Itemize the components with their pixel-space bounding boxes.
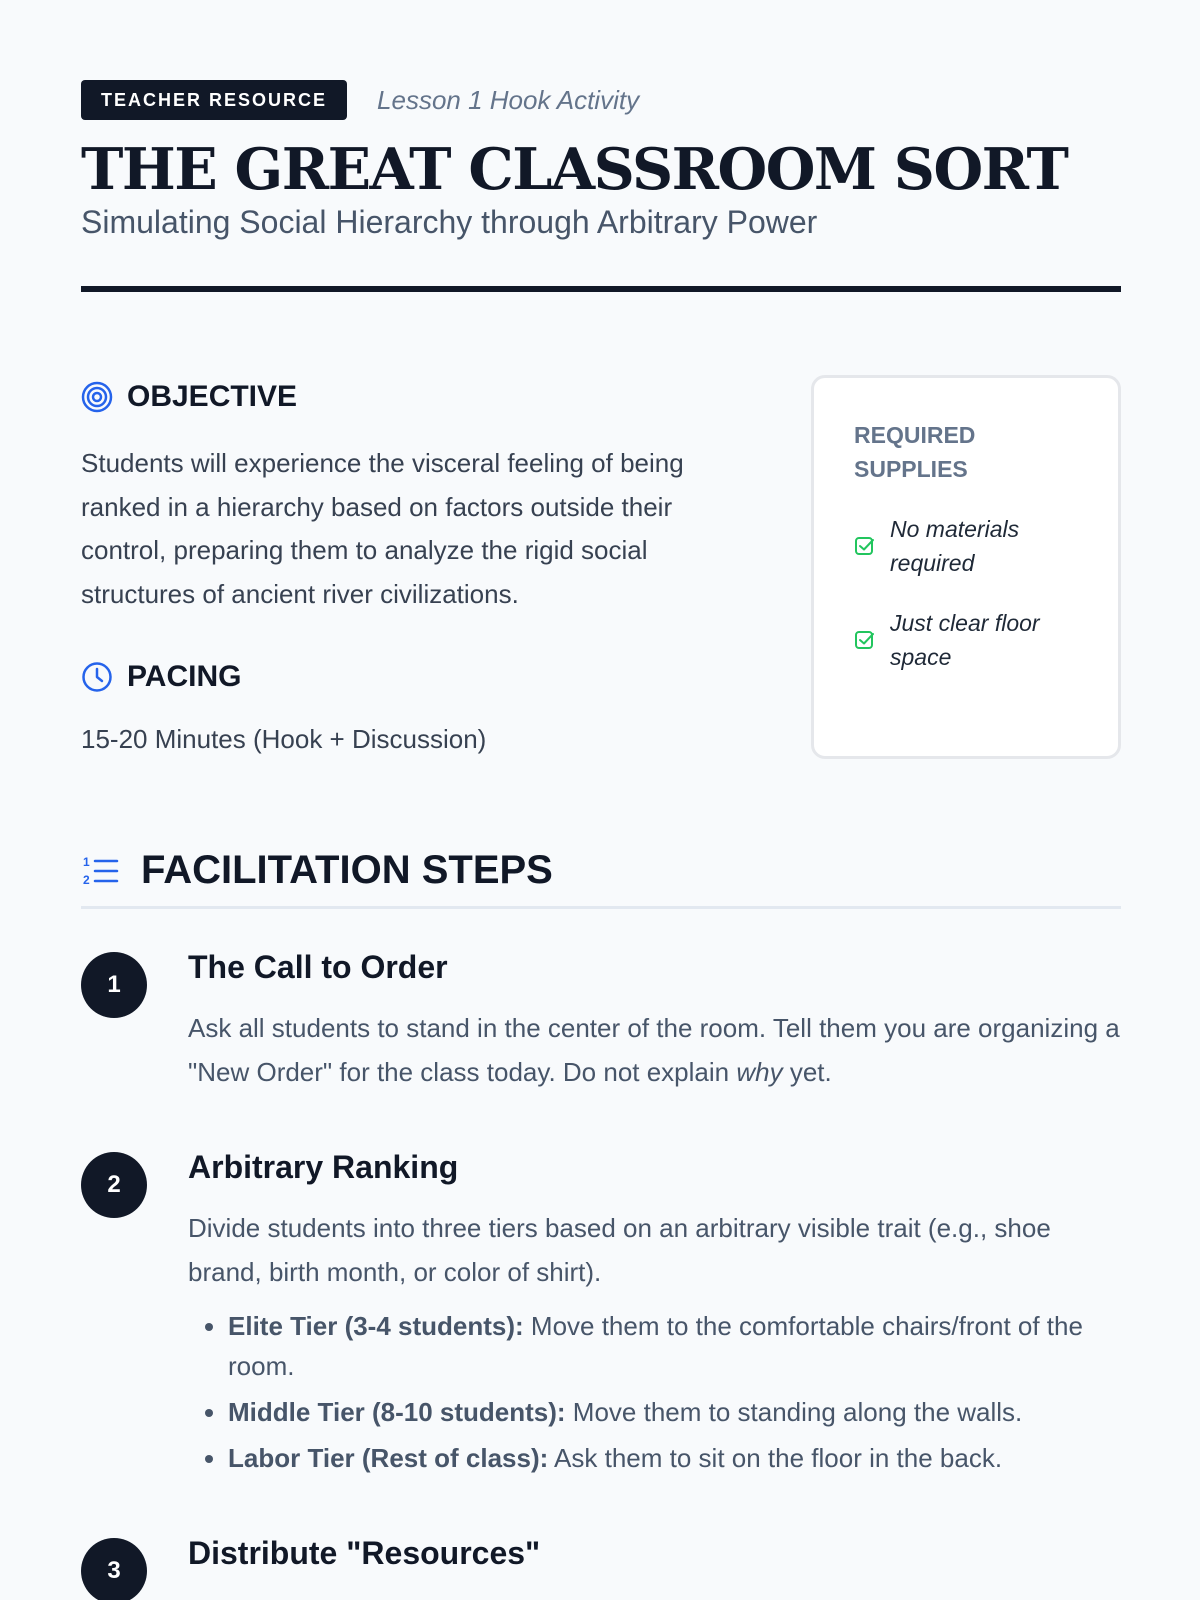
- checkbox-checked-icon: [854, 535, 876, 557]
- step-title: Arbitrary Ranking: [188, 1149, 459, 1185]
- step-title: The Call to Order: [188, 949, 448, 985]
- lesson-label: Lesson 1 Hook Activity: [377, 84, 640, 115]
- step-number-badge: 1: [81, 952, 147, 1018]
- pacing-heading-label: PACING: [127, 660, 242, 693]
- list-item: [228, 1306, 1121, 1386]
- page-title: THE GREAT CLASSROOM SORT: [81, 136, 1068, 203]
- supply-item: [854, 512, 1078, 580]
- objective-heading: [81, 380, 297, 414]
- supply-item-label: No materials required: [890, 516, 1020, 576]
- facilitation-heading: [81, 848, 553, 893]
- facilitation-heading-label: FACILITATION STEPS: [141, 848, 553, 892]
- list-item: [228, 1392, 1121, 1432]
- step-desc-emphasis: why: [736, 1057, 783, 1087]
- list-item: [228, 1438, 1121, 1478]
- step-content: [188, 1535, 1121, 1578]
- header-divider: [81, 286, 1121, 292]
- tier-label: Labor Tier (Rest of class):: [228, 1443, 549, 1473]
- objective-text: Students will experience the visceral feeling of being ranked in a hierarchy based on factors outside their control, preparing them to analyze the rigid social structures of ancient river civilizations.: [81, 448, 684, 609]
- checkbox-checked-icon: [854, 629, 876, 651]
- step-content: [188, 1149, 1121, 1484]
- tier-label: Elite Tier (3-4 students):: [228, 1311, 524, 1341]
- step-description: [188, 1006, 1121, 1094]
- tier-list: [188, 1306, 1121, 1478]
- target-icon: [81, 381, 113, 413]
- supply-item-label: Just clear floor space: [890, 610, 1040, 670]
- tier-text: Move them to the comfortable chairs/front of the room.: [228, 1311, 1083, 1381]
- step-content: [188, 949, 1121, 1094]
- step-desc-part: yet.: [782, 1057, 832, 1087]
- step-number-badge: 2: [81, 1152, 147, 1218]
- numbered-list-icon: [81, 853, 119, 889]
- page-subtitle: Simulating Social Hierarchy through Arbitrary Power: [81, 204, 818, 240]
- supplies-title: REQUIRED SUPPLIES: [854, 422, 976, 482]
- facilitation-divider: [81, 906, 1121, 909]
- resource-badge: TEACHER RESOURCE: [81, 80, 347, 120]
- step-title: Distribute "Resources": [188, 1535, 541, 1571]
- svg-text:1: 1: [83, 854, 90, 869]
- tier-label: Middle Tier (8-10 students):: [228, 1397, 566, 1427]
- objective-heading-label: OBJECTIVE: [127, 380, 298, 413]
- step-desc-part: Ask all students to stand in the center of the room. Tell them you are organizing a "New Order" for the class today. Do not explain: [188, 1013, 1120, 1087]
- supplies-card: [811, 375, 1121, 759]
- step-description: Divide students into three tiers based on an arbitrary visible trait (e.g., shoe brand, birth month, or color of shirt).: [188, 1213, 1051, 1287]
- tier-text: Move them to standing along the walls.: [565, 1397, 1023, 1427]
- pacing-heading: [81, 660, 241, 694]
- step-number-badge: 3: [81, 1538, 147, 1600]
- pacing-text: 15-20 Minutes (Hook + Discussion): [81, 724, 487, 754]
- tier-text: Ask them to sit on the floor in the back.: [548, 1443, 1003, 1473]
- svg-text:2: 2: [83, 872, 90, 887]
- supply-item: [854, 606, 1078, 674]
- header-eyebrow: [81, 80, 639, 120]
- clock-icon: [81, 661, 113, 693]
